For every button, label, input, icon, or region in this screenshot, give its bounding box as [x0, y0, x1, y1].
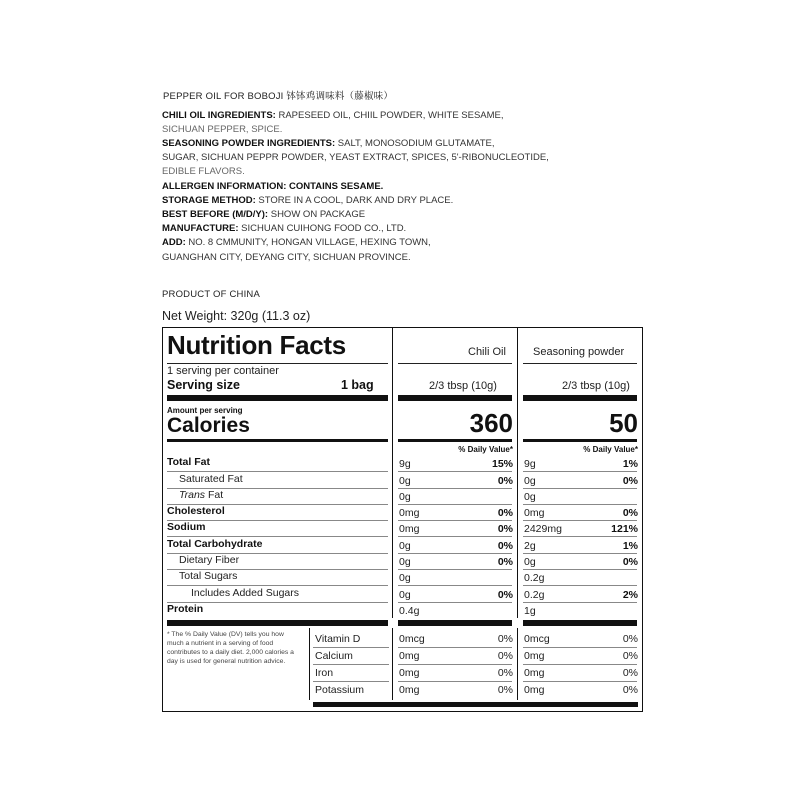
chili-oil-dv: 0%	[497, 589, 513, 601]
nutrient-label	[167, 456, 210, 468]
seasoning-dv: 1%	[622, 458, 638, 470]
nutrient-name-suffix: Fat	[205, 489, 224, 501]
allergen-info	[162, 180, 383, 194]
nutrient-name: Trans	[179, 489, 206, 501]
chili-oil-dv: 0%	[497, 556, 513, 568]
seasoning-dv: 0%	[622, 507, 638, 519]
allergen-value: CONTAINS SESAME.	[289, 181, 384, 192]
address	[162, 236, 431, 250]
vitamin-label: Iron	[315, 667, 334, 679]
chili-oil-amount: 0g	[399, 540, 411, 552]
allergen-label: ALLERGEN INFORMATION:	[162, 181, 287, 192]
seasoning-vitamin-amount: 0mg	[524, 650, 545, 662]
chili-oil-line2: SICHUAN PEPPER, SPICE.	[162, 124, 283, 135]
nutrient-name: Protein	[167, 603, 204, 615]
product-origin: PRODUCT OF CHINA	[162, 289, 261, 300]
seasoning-line1: SALT, MONOSODIUM GLUTAMATE,	[337, 138, 495, 149]
calories-label: Calories	[167, 414, 250, 437]
seasoning-line3: EDIBLE FLAVORS.	[162, 166, 245, 177]
address-label: ADD:	[162, 237, 186, 248]
nutrient-label	[179, 570, 237, 582]
best-before-label: BEST BEFORE (M/D/Y):	[162, 209, 269, 220]
chili-oil-vitamin-dv: 0%	[497, 650, 513, 662]
seasoning-amount: 0.2g	[524, 589, 545, 601]
nutrient-name: Total Carbohydrate	[167, 538, 263, 550]
chili-oil-dv: 15%	[491, 458, 513, 470]
seasoning-ingredients	[162, 137, 495, 151]
seasoning-amount: 2429mg	[524, 523, 562, 535]
chili-oil-amount: 0g	[399, 475, 411, 487]
nutrient-name: Total Fat	[167, 456, 210, 468]
seasoning-vitamin-dv: 0%	[622, 650, 638, 662]
chili-oil-serving: 2/3 tbsp (10g)	[429, 380, 497, 392]
chili-oil-dv: 0%	[497, 523, 513, 535]
nutrient-name: Sodium	[167, 521, 206, 533]
seasoning-dv: 2%	[622, 589, 638, 601]
nutrient-label	[179, 554, 239, 566]
column-divider-right	[517, 328, 518, 618]
address-line1: NO. 8 CMMUNITY, HONGAN VILLAGE, HEXING TOWN,	[188, 237, 431, 248]
seasoning-vitamin-amount: 0mg	[524, 684, 545, 696]
seasoning-calories: 50	[609, 408, 638, 438]
seasoning-amount: 9g	[524, 458, 536, 470]
chili-oil-dv: 0%	[497, 540, 513, 552]
seasoning-vitamin-amount: 0mcg	[524, 633, 550, 645]
nutrient-label	[167, 505, 225, 517]
nutrient-name: Saturated Fat	[179, 473, 243, 485]
chili-oil-amount: 0g	[399, 589, 411, 601]
chili-oil-dv: 0%	[497, 507, 513, 519]
chili-oil-amount: 0g	[399, 491, 411, 503]
seasoning-amount: 0g	[524, 556, 536, 568]
address-line2: GUANGHAN CITY, DEYANG CITY, SICHUAN PROVINCE.	[162, 252, 411, 263]
nutrient-label	[167, 521, 206, 533]
seasoning-dv-header: % Daily Value*	[583, 445, 638, 454]
net-weight: Net Weight: 320g (11.3 oz)	[162, 309, 311, 323]
chili-oil-vitamin-amount: 0mg	[399, 650, 420, 662]
seasoning-amount: 0mg	[524, 507, 545, 519]
chili-oil-vitamin-amount: 0mcg	[399, 633, 425, 645]
chili-oil-dv-header: % Daily Value*	[458, 445, 513, 454]
chili-oil-amount: 0.4g	[399, 605, 420, 617]
seasoning-vitamin-dv: 0%	[622, 633, 638, 645]
manufacture-value: SICHUAN CUIHONG FOOD CO., LTD.	[241, 223, 407, 234]
chili-oil-amount: 0g	[399, 556, 411, 568]
chili-oil-amount: 0mg	[399, 523, 420, 535]
seasoning-label: SEASONING POWDER INGREDIENTS:	[162, 138, 336, 149]
serving-size-label: Serving size	[167, 378, 240, 392]
seasoning-dv: 0%	[622, 556, 638, 568]
manufacture-label: MANUFACTURE:	[162, 223, 239, 234]
vitamin-label: Vitamin D	[315, 633, 361, 645]
daily-value-footnote: * The % Daily Value (DV) tells you how much a nutrient in a serving of food contributes to a daily diet. 2,000 calories a day is used for general nutrition advice.	[167, 631, 294, 665]
nutrient-label	[179, 473, 243, 485]
storage-method	[162, 194, 453, 208]
seasoning-amount: 2g	[524, 540, 536, 552]
seasoning-serving: 2/3 tbsp (10g)	[562, 380, 630, 392]
seasoning-amount: 0.2g	[524, 572, 545, 584]
seasoning-dv: 0%	[622, 475, 638, 487]
nutrient-name: Includes Added Sugars	[191, 587, 299, 599]
chili-oil-vitamin-dv: 0%	[497, 667, 513, 679]
nutrition-facts-label	[162, 327, 643, 712]
chili-oil-amount: 0g	[399, 572, 411, 584]
seasoning-vitamin-dv: 0%	[622, 667, 638, 679]
nutrient-label	[179, 489, 223, 501]
chili-oil-amount: 0mg	[399, 507, 420, 519]
column-divider-left	[392, 328, 393, 618]
amount-per-serving: Amount per serving	[167, 406, 243, 415]
nutrition-facts-title: Nutrition Facts	[167, 330, 346, 360]
chili-oil-dv: 0%	[497, 475, 513, 487]
chili-oil-vitamin-amount: 0mg	[399, 667, 420, 679]
seasoning-line2: SUGAR, SICHUAN PEPPR POWDER, YEAST EXTRACT, SPICES, 5'-RIBONUCLEOTIDE,	[162, 152, 549, 163]
seasoning-dv: 1%	[622, 540, 638, 552]
chili-oil-calories: 360	[469, 408, 513, 438]
best-before	[162, 208, 365, 222]
manufacture	[162, 222, 406, 236]
best-before-value: SHOW ON PACKAGE	[270, 209, 366, 220]
seasoning-amount: 1g	[524, 605, 536, 617]
vitamin-label: Potassium	[315, 684, 365, 696]
servings-per-container: 1 serving per container	[167, 365, 279, 377]
seasoning-amount: 0g	[524, 475, 536, 487]
chili-oil-vitamin-dv: 0%	[497, 633, 513, 645]
chili-oil-amount: 9g	[399, 458, 411, 470]
chili-oil-column-header: Chili Oil	[468, 346, 506, 358]
nutrient-name: Cholesterol	[167, 505, 225, 517]
nutrient-label	[167, 603, 203, 615]
seasoning-column-header: Seasoning powder	[533, 346, 625, 358]
vitamin-label: Calcium	[315, 650, 353, 662]
seasoning-vitamin-amount: 0mg	[524, 667, 545, 679]
nutrient-name: Dietary Fiber	[179, 554, 240, 566]
nutrient-name: Total Sugars	[179, 570, 238, 582]
product-title: PEPPER OIL FOR BOBOJI 钵钵鸡调味料（藤椒味）	[163, 91, 394, 102]
chili-oil-label: CHILI OIL INGREDIENTS:	[162, 110, 276, 121]
chili-oil-line1: RAPESEED OIL, CHIIL POWDER, WHITE SESAME,	[278, 110, 504, 121]
storage-value: STORE IN A COOL, DARK AND DRY PLACE.	[258, 195, 454, 206]
storage-label: STORAGE METHOD:	[162, 195, 256, 206]
chili-oil-vitamin-dv: 0%	[497, 684, 513, 696]
seasoning-dv: 121%	[611, 523, 638, 535]
nutrient-label	[191, 587, 299, 599]
chili-oil-ingredients	[162, 109, 504, 123]
nutrient-label	[167, 538, 262, 550]
seasoning-amount: 0g	[524, 491, 536, 503]
serving-size-value: 1 bag	[341, 378, 374, 392]
seasoning-vitamin-dv: 0%	[622, 684, 638, 696]
chili-oil-vitamin-amount: 0mg	[399, 684, 420, 696]
